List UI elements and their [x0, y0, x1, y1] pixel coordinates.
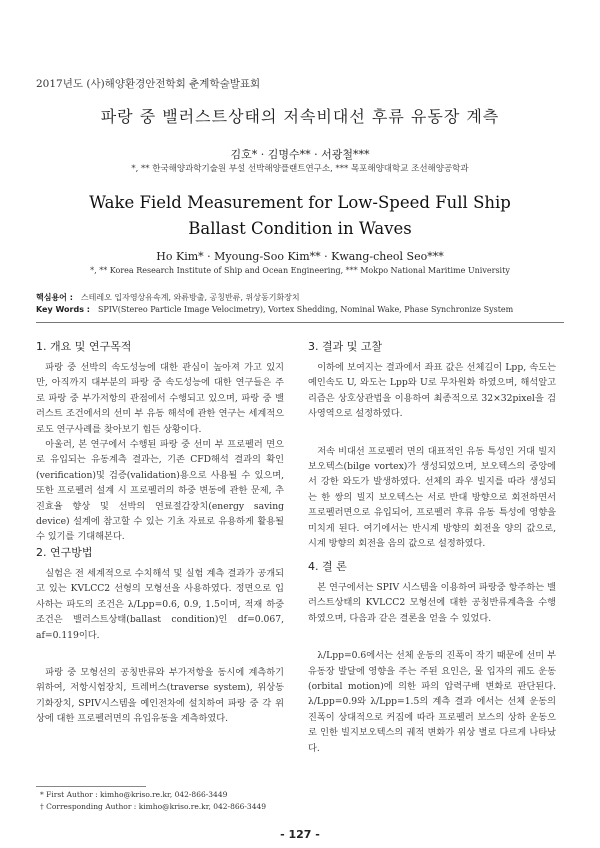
conference-header: 2017년도 (사)해양환경안전학회 춘계학술발표회: [36, 78, 261, 90]
section-4-heading: 4. 결 론: [308, 560, 347, 573]
section-1-heading: 1. 개요 및 연구목적: [36, 340, 132, 353]
section-2: [36, 546, 284, 727]
section-4-paragraph-2: λ/Lpp=0.6에서는 선체 운동의 진폭이 작기 때문에 선미 부 유동장 발달에 영향을 주는 주된 요인은, 물 입자의 궤도 운동(orbital motion)에 의한 파의 압력구배 변화로 판단된다. λ/Lpp=0.9와 λ/Lpp=1.5의 계측 결과 에서는 선체 운동의 진폭이 상대적으로 커짐에 따라 프로펠러 보스의 상하 운동으로 인한 빌지보오텍스의 궤적 변화가 위상 별로 다르게 나타났다.: [308, 650, 556, 754]
title-korean: 파랑 중 밸러스트상태의 저속비대선 후류 유동장 계측: [100, 107, 500, 126]
affiliation-english: *, ** Korea Research Institute of Ship and Ocean Engineering, *** Mokpo National Maritime University: [90, 266, 510, 275]
section-2-paragraph-2: 파랑 중 모형선의 공칭반류와 부가저항을 동시에 계측하기 위하여, 저항시험장치, 트레버스(traverse system), 위상동기화장치, SPIV시스템을 예인전차에 설치하여 파랑 중 각 위상에 대한 프로펠러면의 유입유동을 계측하였다.: [36, 667, 284, 725]
keywords-english-text: SPIV(Stereo Particle Image Velocimetry), Vortex Shedding, Nominal Wake, Phase Synchronize System: [97, 305, 514, 314]
section-4-paragraph-1: 본 연구에서는 SPIV 시스템을 이용하여 파랑중 항주하는 밸러스트상태의 KVLCC2 모형선에 대한 공칭반류계측을 수행하였으며, 다음과 같은 결론을 얻을 수 있었다.: [308, 582, 556, 624]
page-number: - 127 -: [280, 828, 320, 841]
authors-english: Ho Kim* · Myoung-Soo Kim** · Kwang-cheol Seo***: [156, 250, 444, 263]
section-3: [308, 340, 556, 551]
section-3-heading: 3. 결과 및 고찰: [308, 340, 383, 353]
footnote-first-author: * First Author : kimho@kriso.re.kr, 042-866-3449: [40, 790, 228, 799]
title-english-line1: Wake Field Measurement for Low-Speed Full Ship: [89, 193, 511, 212]
title-english: [0, 190, 600, 242]
section-3-paragraph-2: 저속 비대선 프로펠러 면의 대표적인 유동 특성인 거대 빌지 보오텍스(bilge vortex)가 생성되었으며, 보오텍스의 중앙에서 강한 와도가 발생하였다. 선체의 좌우 빌지를 따라 생성되는 한 쌍의 빌지 보오텍스는 서로 반대 방향으로 회전하면서 프로펠러면으로 유입되어, 프로펠러 후류 유동 특성에 영향을 미치게 된다. 여기에서는 반시계 방향의 회전을 양의 값으로, 시계 방향의 회전을 음의 값으로 설정하였다.: [308, 445, 556, 550]
keywords-english-label: Key Words :: [36, 305, 90, 314]
keywords-korean-text: 스테레오 입자영상유속계, 와류방출, 공칭반류, 위상동기화장치: [80, 293, 300, 302]
section-1: [36, 340, 284, 545]
section-2-paragraph-1: 실험은 전 세계적으로 수치해석 및 실험 계측 결과가 공개되고 있는 KVLCC2 선형의 모형선을 사용하였다. 정면으로 입사하는 파도의 조건은 λ/Lpp=0.6, 0.9, 1.5이며, 적재 하중 조건은 밸러스트상태(ballast condition)인 df=0.067, af=0.119이다.: [36, 568, 284, 641]
section-4: [308, 560, 556, 756]
footnote-divider: [36, 786, 146, 787]
section-2-heading: 2. 연구방법: [36, 546, 93, 559]
affiliation-korean: *, ** 한국해양과학기술원 부설 선박해양플랜트연구소, *** 목포해양대학교 조선해양공학과: [131, 164, 469, 174]
footnote-corresponding-author: † Corresponding Author : kimho@kriso.re.kr, 042-866-3449: [40, 802, 267, 811]
keywords-divider: [36, 322, 564, 323]
keywords-english: [36, 305, 513, 314]
section-1-paragraph-2: 아울러, 본 연구에서 수행된 파랑 중 선미 부 프로펠러 면으로 유입되는 유동계측 결과는, 기존 CFD해석 결과의 확인(verification)및 검증(validation)용으로 사용될 수 있으며, 또한 프로펠러 설계 시 프로펠러의 하중 변동에 관한 문제, 추진효율 향상 및 선박의 연료절감장치(energy saving device) 설계에 참고할 수 있는 기초 자료로 유용하게 활용될 수 있기를 기대해본다.: [36, 439, 284, 543]
keywords-korean: [36, 292, 300, 303]
keywords-korean-label: 핵심용어 :: [36, 293, 73, 302]
section-1-paragraph-1: 파랑 중 선박의 속도성능에 대한 관심이 높아져 가고 있지만, 아직까지 대부분의 파랑 중 속도성능에 대한 연구들은 주로 파랑 중 부가저항의 관점에서 수행되고 있으며, 파랑 중 밸러스트 조건에서의 선미 부 유동 해석에 관한 연구는 세계적으로도 연구사례를 찾아보기 힘든 상황이다.: [36, 362, 284, 435]
section-3-paragraph-1: 이하에 보여지는 결과에서 좌표 값은 선체길이 Lpp, 속도는 예인속도 U, 와도는 Lpp와 U로 무차원화 하였으며, 해석알고리즘은 상호상관법을 이용하여 최종적으로 32×32pixel을 검사영역으로 설정하였다.: [308, 362, 556, 420]
authors-korean: 김호* · 김명수** · 서광철***: [230, 148, 370, 161]
title-english-line2: Ballast Condition in Waves: [188, 219, 412, 238]
